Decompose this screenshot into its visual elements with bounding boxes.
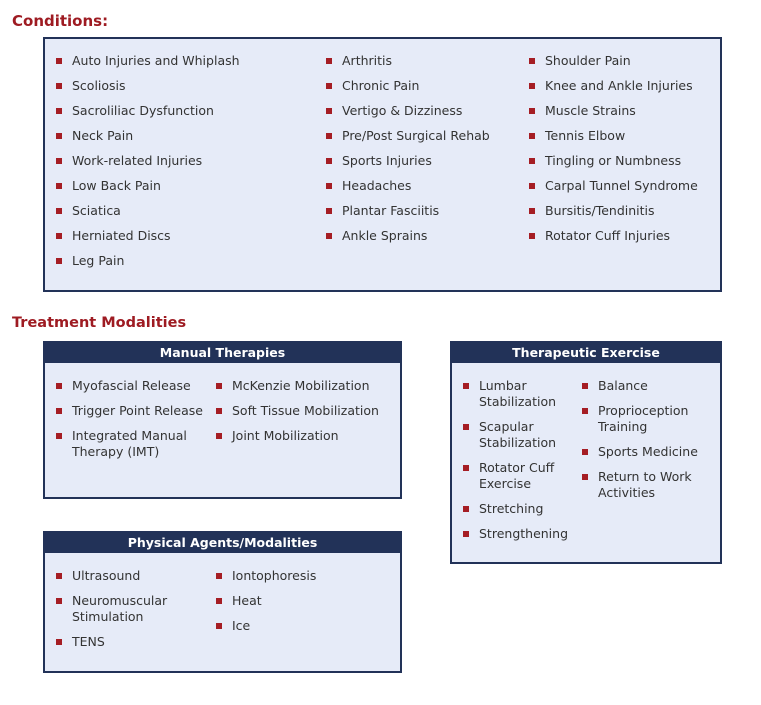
physical-agents-box (43, 531, 402, 673)
modality-item: Trigger Point Release (54, 403, 204, 419)
condition-item: Herniated Discs (54, 228, 304, 244)
condition-item: Headaches (324, 178, 519, 194)
conditions-column-3 (527, 53, 717, 253)
modality-item: Proprioception Training (580, 403, 718, 435)
modality-item: Ice (214, 618, 394, 634)
modality-item: Sports Medicine (580, 444, 718, 460)
modality-item: Myofascial Release (54, 378, 204, 394)
manual-column-2 (214, 378, 394, 453)
modality-item: Heat (214, 593, 394, 609)
condition-item: Knee and Ankle Injuries (527, 78, 717, 94)
modality-item: Ultrasound (54, 568, 204, 584)
modality-item: Iontophoresis (214, 568, 394, 584)
modality-item: Integrated Manual Therapy (IMT) (54, 428, 204, 460)
condition-item: Neck Pain (54, 128, 304, 144)
modality-item: Stretching (461, 501, 569, 517)
therapeutic-exercise-box (450, 341, 722, 564)
condition-item: Tingling or Numbness (527, 153, 717, 169)
conditions-column-1 (54, 53, 304, 278)
agents-column-1 (54, 568, 204, 659)
condition-item: Sciatica (54, 203, 304, 219)
conditions-column-2 (324, 53, 519, 253)
manual-therapies-title: Manual Therapies (45, 343, 400, 363)
condition-item: Carpal Tunnel Syndrome (527, 178, 717, 194)
condition-item: Plantar Fasciitis (324, 203, 519, 219)
condition-item: Bursitis/Tendinitis (527, 203, 717, 219)
therapeutic-exercise-title: Therapeutic Exercise (452, 343, 720, 363)
condition-item: Auto Injuries and Whiplash (54, 53, 304, 69)
modality-item: TENS (54, 634, 204, 650)
modality-item: Soft Tissue Mobilization (214, 403, 394, 419)
manual-column-1 (54, 378, 204, 469)
exercise-column-1 (461, 378, 569, 551)
modality-item: Return to Work Activities (580, 469, 718, 501)
condition-item: Muscle Strains (527, 103, 717, 119)
modality-item: Strengthening (461, 526, 569, 542)
condition-item: Shoulder Pain (527, 53, 717, 69)
condition-item: Scoliosis (54, 78, 304, 94)
condition-item: Vertigo & Dizziness (324, 103, 519, 119)
modality-item: Lumbar Stabilization (461, 378, 569, 410)
conditions-box (43, 37, 722, 292)
condition-item: Ankle Sprains (324, 228, 519, 244)
agents-column-2 (214, 568, 394, 643)
modality-item: McKenzie Mobilization (214, 378, 394, 394)
condition-item: Leg Pain (54, 253, 304, 269)
modality-item: Balance (580, 378, 718, 394)
condition-item: Sports Injuries (324, 153, 519, 169)
conditions-heading: Conditions: (12, 12, 109, 30)
manual-therapies-box (43, 341, 402, 499)
condition-item: Sacroliliac Dysfunction (54, 103, 304, 119)
condition-item: Work-related Injuries (54, 153, 304, 169)
condition-item: Chronic Pain (324, 78, 519, 94)
condition-item: Pre/Post Surgical Rehab (324, 128, 519, 144)
modality-item: Rotator Cuff Exercise (461, 460, 569, 492)
exercise-column-2 (580, 378, 718, 510)
condition-item: Rotator Cuff Injuries (527, 228, 717, 244)
condition-item: Arthritis (324, 53, 519, 69)
modality-item: Joint Mobilization (214, 428, 394, 444)
modality-item: Neuromuscular Stimulation (54, 593, 204, 625)
modality-item: Scapular Stabilization (461, 419, 569, 451)
treatment-heading: Treatment Modalities (12, 315, 187, 331)
physical-agents-title: Physical Agents/Modalities (45, 533, 400, 553)
condition-item: Tennis Elbow (527, 128, 717, 144)
condition-item: Low Back Pain (54, 178, 304, 194)
